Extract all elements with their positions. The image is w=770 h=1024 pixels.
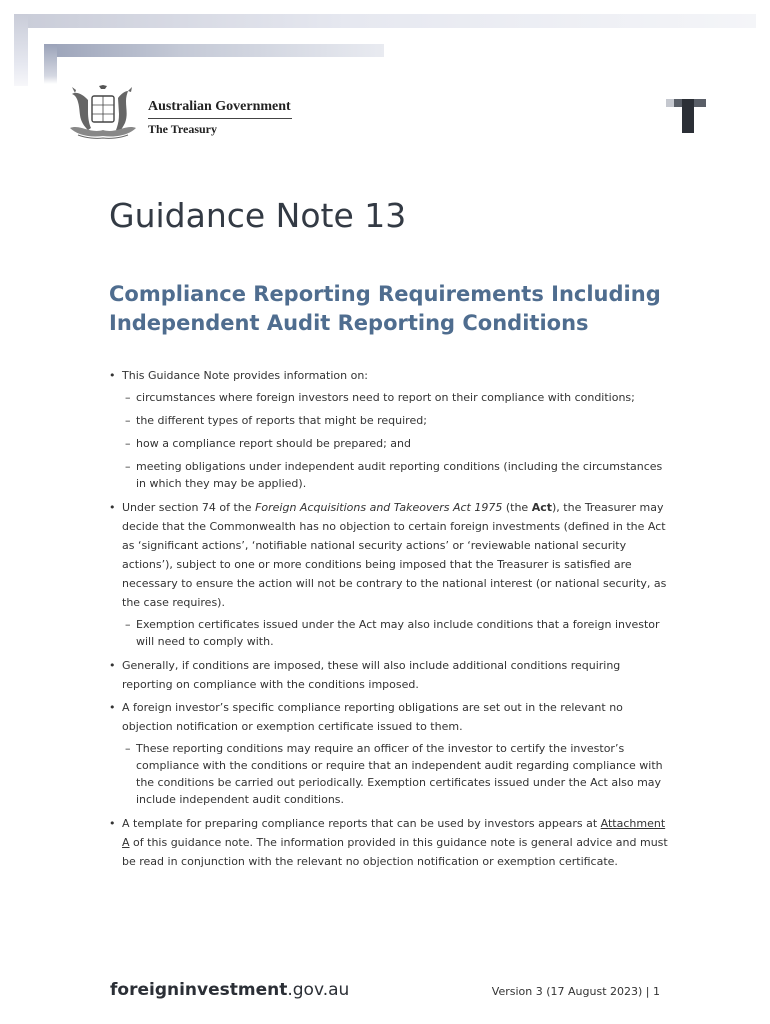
page-subtitle: [109, 280, 729, 338]
sub-item: – meeting obligations under independent audit reporting conditions (including the circumstances in which they may be applied).: [108, 458, 668, 492]
sub-item: – how a compliance report should be prepared; and: [108, 435, 668, 452]
bullet-intro-text: This Guidance Note provides information on:: [122, 369, 368, 382]
treasury-t-icon: [666, 99, 706, 133]
bullet-section-74: [108, 498, 668, 612]
sub-item: – the different types of reports that might be required;: [108, 412, 668, 429]
footer-version: Version 3 (17 August 2023) | 1: [491, 985, 660, 998]
text-run: A template for preparing compliance reports that can be used by investors appears at: [122, 817, 601, 830]
sub-item: – circumstances where foreign investors need to report on their compliance with conditions;: [108, 389, 668, 406]
bullet-obligations: [108, 698, 668, 736]
section-74-sub-list: [108, 616, 668, 650]
header-band-inner-left: [44, 44, 57, 84]
sub-item: – Exemption certificates issued under the Act may also include conditions that a foreign investor will need to comply with.: [108, 616, 668, 650]
text-run: Under section 74 of the: [122, 501, 256, 514]
bullet-template: [108, 814, 668, 871]
header-band-inner: [44, 44, 384, 57]
coat-of-arms-icon: [66, 84, 140, 142]
header-band-left: [14, 14, 28, 86]
header-divider: [148, 118, 292, 119]
act-short-name: Act: [531, 501, 552, 514]
text-run: ), the Treasurer may decide that the Commonwealth has no objection to certain foreign investments (defined in the Act as ‘significant actions’, ‘notifiable national security actions’ or ‘reviewable national security actions’), subject to one or more conditions being imposed that the Treasurer is satisfied are necessary to ensure the action will not be contrary to the national interest (or national security, as the case requires).: [122, 501, 667, 609]
footer-site-bold: foreigninvestment: [110, 980, 288, 1000]
bullet-generally: [108, 656, 668, 694]
attachment-a-link[interactable]: Attachment A: [122, 817, 666, 849]
document-body: [108, 366, 668, 875]
footer-site-rest: .gov.au: [287, 980, 350, 1000]
bullet-obligations-text: A foreign investor’s specific compliance reporting obligations are set out in the relevant no objection notification or exemption certificate issued to them.: [122, 701, 623, 733]
bullet-intro: [108, 366, 668, 385]
act-title: Foreign Acquisitions and Takeovers Act 1975: [255, 501, 503, 514]
text-run: (the: [502, 501, 532, 514]
sub-item: – These reporting conditions may require an officer of the investor to certify the investor’s compliance with the conditions or require that an independent audit regarding compliance with the conditions be carried out periodically. Exemption certificates issued under the Act also may include independent audit conditions.: [108, 740, 668, 808]
department-name: The Treasury: [148, 122, 218, 136]
government-name: Australian Government: [148, 99, 291, 114]
subtitle-line-1: Compliance Reporting Requirements Including: [109, 282, 661, 306]
page-title: Guidance Note 13: [109, 196, 407, 235]
subtitle-line-2: Independent Audit Reporting Conditions: [109, 311, 589, 335]
intro-sub-list: [108, 389, 668, 492]
header-band-top: [14, 14, 756, 28]
bullet-generally-text: Generally, if conditions are imposed, these will also include additional conditions requiring reporting on compliance with the conditions imposed.: [122, 659, 621, 691]
footer-website[interactable]: [110, 980, 349, 1000]
obligations-sub-list: [108, 740, 668, 808]
text-run: of this guidance note. The information provided in this guidance note is general advice and must be read in conjunction with the relevant no objection notification or exemption certificate.: [122, 836, 668, 868]
